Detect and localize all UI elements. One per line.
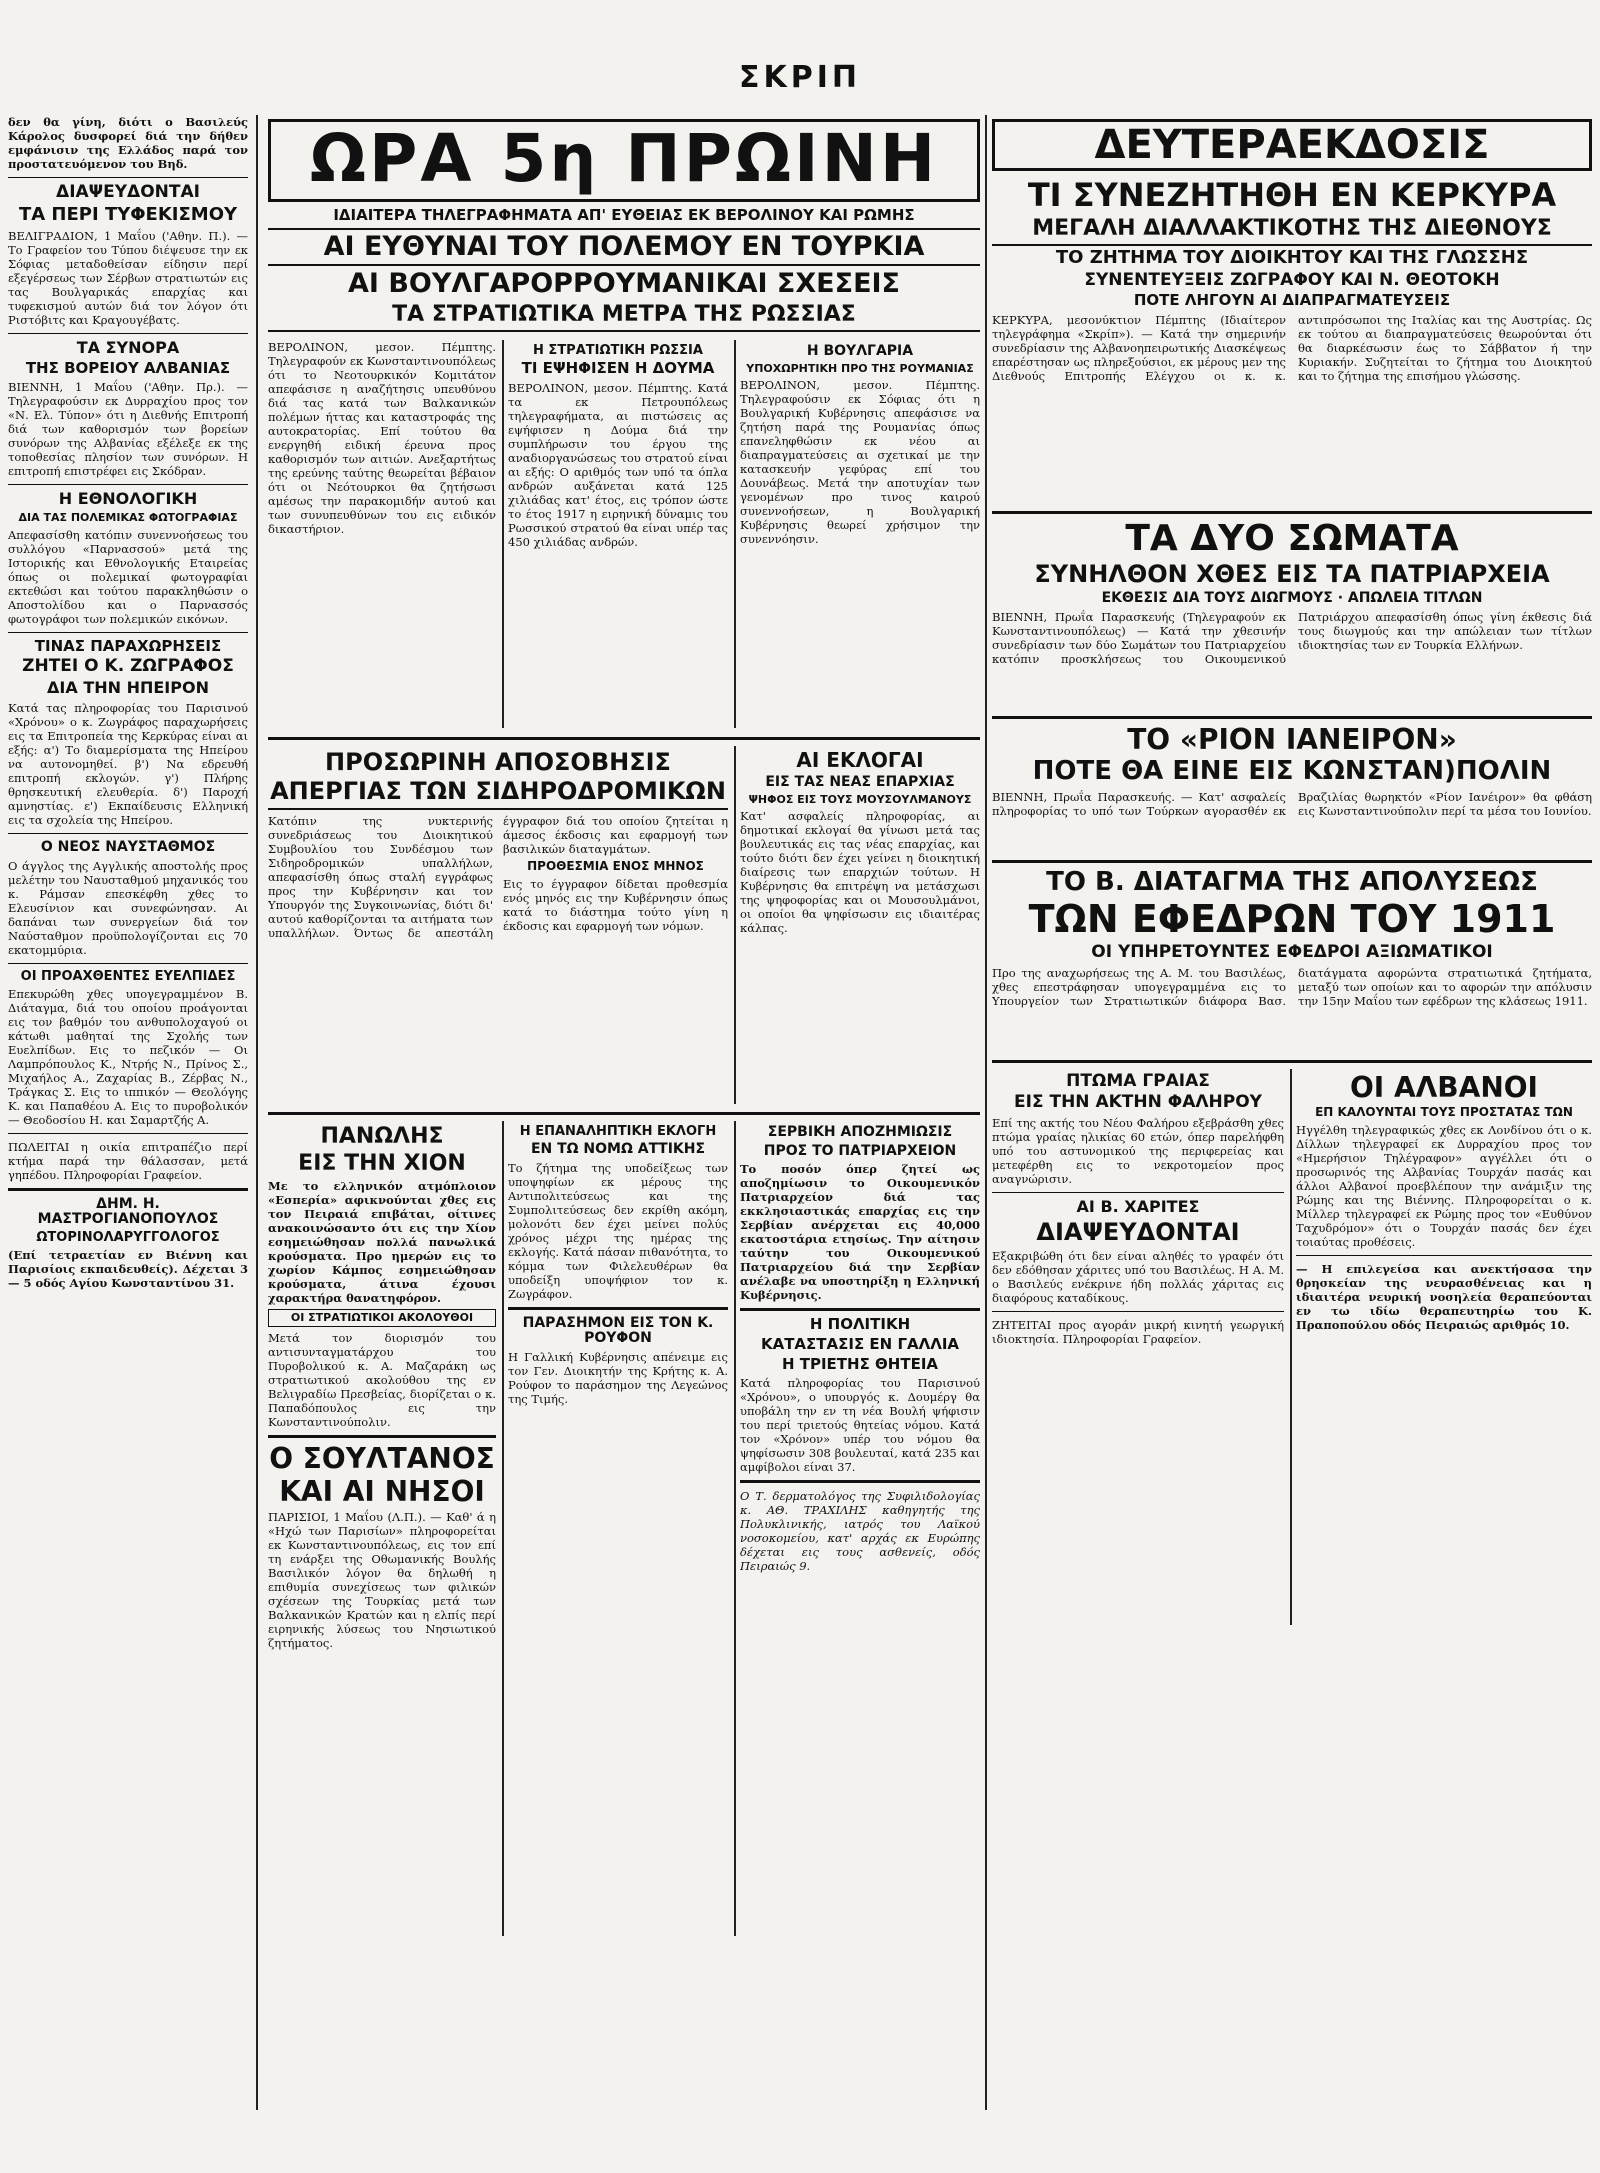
article-text: Μετά τον διορισμόν του αντισυνταγματάρχου του Πυροβολικού κ. Α. Μαζαράκη ως στρατιωτικού ακολούθου της εν Βελιγραδίω Πρεσβείας, διορίζεται ο κ. Παπαδόπουλος εις την Κωνσταντινούπολιν. [268, 1330, 496, 1429]
article-title: ΜΕΓΑΛΗ ΔΙΑΛΛΑΚΤΙΚΟΤΗΣ ΤΗΣ ΔΙΕΘΝΟΥΣ [1032, 215, 1552, 241]
article-title: ΚΑΙ ΑΙ ΝΗΣΟΙ [279, 1474, 485, 1508]
article-title: ΣΥΝΗΛΘΟΝ ΧΘΕΣ ΕΙΣ ΤΑ ΠΑΤΡΙΑΡΧΕΙΑ [1034, 559, 1550, 588]
article-text: Ηγγέλθη τηλεγραφικώς χθες εκ Λονδίνου ότι ο κ. Δίλλων τηλεγραφεί εκ Δυρραχίου προς τον «Ημερήσιον Τηλέγραφον» αγγέλλει ότι ο προσωρινός της Αλβανίας Τουρχάν πασάς και άλλοι Αλβανοί προεβλέπουν την ανάμιξιν της Ρώμης και της Βιέννης. Πληροφορείται ο κ. Μίλλερ τηλεγραφεί εκ Ρώμης προς τον «Ευθύνον Ταχυδρόμον» ότι ο Τουρχάν πασάς δεν έχει τοιαύτας προθέσεις. [1296, 1122, 1592, 1249]
main-headline: ΩΡΑ 5η ΠΡΩΙΝΗ [268, 119, 980, 202]
section-right-bottom [992, 1069, 1592, 1629]
article-title: ΔΙΑΨΕΥΔΟΝΤΑΙ [56, 182, 200, 202]
divider [8, 177, 248, 178]
article-title: Η ΤΡΙΕΤΗΣ ΘΗΤΕΙΑ [781, 1354, 939, 1373]
article-text: Με το ελληνικόν ατμόπλοιον «Εσπερία» αφικνούνται χθες εις τον Πειραιά επιβάται, οίτινες ανακοινώσαντο ότι εις την Χίον εσημειώθησαν πολλά πανωλικά κρούσματα. Προ ημερών εις το χωρίον Κάμπος εσημειώθησαν κρούσματα, άτινα έχουσι χαρακτήρα θανατηφόρον. [268, 1179, 496, 1306]
article-text: Το ζήτημα της υποδείξεως των υποψηφίων εκ μέρους της Αντιπολιτεύσεως και της Συμπολιτεύσεως δεν εκρίθη ακόμη, μολονότι δεν έχει μείνει πολύς χρόνος μέχρι της ημέρας της εκλογής. Κατά πάσαν πιθανότητα, το κόμμα των Φιλελευθέρων θα υποδείξη υποψήφιον τον κ. Ζωγράφον. [508, 1161, 728, 1302]
article-title: ΤΩΝ ΕΦΕΔΡΩΝ ΤΟΥ 1911 [1028, 896, 1556, 941]
divider [502, 340, 504, 728]
article-text: Κατόπιν της νυκτερινής συνεδριάσεως του Διοικητικού Συμβουλίου του Συνδέσμου των Σιδηροδρομικών υπαλλήλων, απεφασίσθη όπως σταλή εγγράφως προς την Κυβέρνησιν και τον Υπουργόν της Συγκοινωνίας, διότι δι' αυτού καθορίζονται τα αιτήματα των υπαλλήλων. Όντως δε απεστάλη έγγραφον διά του οποίου ζητείται η άμεσος έκδοσις και εφαρμογή των βασιλικών διαταγμάτων. [268, 814, 728, 941]
article-text: ΒΙΕΝΝΗ, Πρωΐα Παρασκευής. — Κατ' ασφαλείς πληροφορίας το υπό των Τούρκων αγορασθέν εκ Βραζιλίας θωρηκτόν «Ρίον Ιανέιρον» θα φθάση εις Κωνσταντινούπολιν περί τα μέσα του Ιουνίου. [992, 789, 1592, 818]
left-column [8, 115, 248, 2110]
article-title: ΤΟ «ΡΙΟΝ ΙΑΝΕΙΡΟΝ» [1127, 722, 1457, 756]
article-column [1296, 1069, 1592, 1625]
article-title: ΠΤΩΜΑ ΓΡΑΙΑΣ [1066, 1070, 1210, 1091]
article-title: ΤΑ ΣΥΝΟΡΑ [76, 337, 180, 357]
section-top-articles [268, 336, 980, 731]
article-title: ΑΙ Β. ΧΑΡΙΤΕΣ [1076, 1197, 1200, 1217]
article-title: ΕΙΣ ΤΗΝ ΧΙΟΝ [298, 1150, 466, 1176]
divider [502, 1121, 504, 1936]
second-edition-banner: ΔΕΥΤΕΡΑΕΚΔΟΣΙΣ [992, 119, 1592, 171]
article [268, 340, 496, 730]
article-title: ΠΡΟΣΩΡΙΝΗ ΑΠΟΣΟΒΗΣΙΣ [325, 747, 671, 776]
divider [8, 833, 248, 834]
divider [740, 1480, 980, 1483]
article-text: ΒΕΛΙΓΡΑΔΙΟΝ, 1 Μαΐου ('Αθην. Π.). — Το Γραφείον του Τύπου διέψευσε την εκ Σόφιας μεταδοθείσαν είδησιν περί εξεγέρσεως των Σέρβων στρατιωτών εις τας Βουλγαρικάς επαρχίας και τυφεκισμού αυτών διά τον λόγον ότι Ριστόβιτς και Κραγουγέβατς. [8, 228, 248, 327]
divider [268, 1112, 980, 1115]
article-title: ΟΙ ΑΛΒΑΝΟΙ [1350, 1070, 1538, 1104]
article-title: Η ΒΟΥΛΓΑΡΙΑ [806, 342, 914, 359]
headline-sub: ΙΔΙΑΙΤΕΡΑ ΤΗΛΕΓΡΑΦΗΜΑΤΑ ΑΠ' ΕΥΘΕΙΑΣ ΕΚ ΒΕΡΟΛΙΝΟΥ ΚΑΙ ΡΩΜΗΣ [333, 206, 915, 225]
article-title: ΔΙΑ ΤΗΝ ΗΠΕΙΡΟΝ [47, 678, 209, 698]
article-column [268, 1121, 496, 1936]
divider [8, 1188, 248, 1191]
divider [992, 511, 1592, 514]
divider [734, 1121, 736, 1936]
intro-text: δεν θα γίνη, διότι ο Βασιλεύς Κάρολος δυσφορεί διά την δήθεν εμφάνισιν της Ελλάδος παρά τον προστατευόμενον του Βηδ. [8, 115, 248, 171]
article-title: ΑΠΕΡΓΙΑΣ ΤΩΝ ΣΙΔΗΡΟΔΡΟΜΙΚΩΝ [268, 779, 728, 810]
article-text: Κατά τας πληροφορίας του Παρισινού «Χρόνου» ο κ. Ζωγράφος παραχωρήσεις εις τα Επιτροπεία της Κερκύρας είναι αι εξής: α') Το διαμερίσματα της Ηπείρου να αυτονομηθεί. β') Να εδρευθή επιτροπή εκλογών. γ') Πλήρης θρησκευτική ελευθερία. δ') Παροχή αμνηστίας. ε') Εκπαίδευσις Ελληνική εις τα σχολεία της Ηπείρου. [8, 701, 248, 828]
middle-column [268, 115, 980, 2110]
divider [992, 716, 1592, 719]
article-title: ΠΡΟΣ ΤΟ ΠΑΤΡΙΑΡΧΕΙΟΝ [763, 1142, 957, 1159]
classified-text: ΖΗΤΕΙΤΑΙ προς αγοράν μικρή κινητή γεωργική ιδιοκτησία. Πληροφορίαι Γραφείον. [992, 1318, 1284, 1347]
article-text: ΒΙΕΝΝΗ, Πρωΐα Παρασκευής (Τηλεγραφούν εκ Κωνσταντινουπόλεως) — Κατά την χθεσινήν συνεδρίασιν των δύο Σωμάτων του Πατριαρχείου κατόπιν προσκλήσεως του Οικουμενικού Πατριάρχου απεφασίσθη όπως γίνη έκθεσις διά τους διωγμούς και την απώλειαν των τίτλων ιδιοκτησίας των εν Τουρκία Ελλήνων. [992, 609, 1592, 666]
article-text: — Η επιλεγείσα και ανεκτήσασα την θρησκείαν της νευρασθένειας και η ιδιαιτέρα νευρική νοσηλεία θεραπεύονται εν τω ιδίω θεραπευτηρίω του Κ. Πραποπούλου οδός Πειραιώς αριθμός 10. [1296, 1261, 1592, 1332]
divider [268, 1435, 496, 1438]
headline-sub: ΑΙ ΕΥΘΥΝΑΙ ΤΟΥ ΠΟΛΕΜΟΥ ΕΝ ΤΟΥΡΚΙΑ [268, 228, 980, 266]
divider [8, 632, 248, 633]
article-title: ΥΠΟΧΩΡΗΤΙΚΗ ΠΡΟ ΤΗΣ ΡΟΥΜΑΝΙΑΣ [746, 361, 974, 375]
article-column [992, 1069, 1284, 1625]
article-title: ΕΙΣ ΤΑΣ ΝΕΑΣ ΕΠΑΡΧΙΑΣ [765, 773, 955, 790]
article-text: ΠΑΡΙΣΙΟΙ, 1 Μαΐου (Λ.Π.). — Καθ' ά η «Ηχώ των Παρισίων» πληροφορείται εκ Κωνσταντινουπόλεως, εις τον επί τη ενάρξει της Οθωμανικής Βουλής Βασιλικόν λόγον θα δηλωθή η επιθυμία συνεχίσεως των φιλικών σχέσεων της Τουρκίας μετά των Βαλκανικών Κρατών και η ελπίς περί ειρηνικής λύσεως του Νησιωτικού ζητήματος. [268, 1510, 496, 1651]
ad-title: ΔΗΜ. Η. ΜΑΣΤΡΟΓΙΑΝΟΠΟΥΛΟΣ [37, 1196, 219, 1228]
article-text: ΒΕΡΟΛΙΝΟΝ, μεσον. Πέμπτης. Κατά τα εκ Πετρουπόλεως τηλεγραφήματα, αι πιστώσεις ας εψήφισεν η Δούμα διά την συμπλήρωσιν του έργου της αναδιοργανώσεως του στρατού είναι αι εξής: Ο αριθμός των υπό τα όπλα ανδρών αυξάνεται κατά 125 χιλιάδας κατ' έτος, εις τρόπον ώστε το έτος 1917 η ειρηνική δύναμις του Ρωσσικού στρατού θα είναι υπέρ τας 450 χιλιάδας ανδρών. [508, 381, 728, 550]
article-text: Εις το έγγραφον δίδεται προθεσμία ενός μηνός εις την Κυβέρνησιν όπως κατά το διάστημα τούτο γίνη η έκδοσις και εφαρμογή των νόμων. [503, 876, 728, 933]
article-title: ΣΕΡΒΙΚΗ ΑΠΟΖΗΜΙΩΣΙΣ [767, 1123, 953, 1140]
divider [508, 1307, 728, 1310]
right-column [992, 115, 1592, 2110]
article-column [508, 1121, 728, 1936]
divider [992, 1060, 1592, 1063]
divider [8, 963, 248, 964]
article-title: Η ΕΘΝΟΛΟΓΙΚΗ [58, 489, 198, 509]
article-title: ΠΟΤΕ ΛΗΓΟΥΝ ΑΙ ΔΙΑΠΡΑΓΜΑΤΕΥΣΕΙΣ [1133, 291, 1451, 310]
article [740, 746, 980, 1104]
article-text: ΒΕΡΟΛΙΝΟΝ, μεσον. Πέμπτης. Τηλεγραφούν εκ Κωνσταντινουπόλεως ότι το Νεοτουρκικόν Κομιτάτον απεφάσισε η αναζήτησις υπευθύνου διά τας κατά των Βαλκανικών πολέμων ήττας και καταστροφάς της αυτοκρατορίας. Επί τούτου θα ενεργηθή ειδική έρευνα προς καθορισμόν των αιτιών. Ανεξαρτήτως της ερεύνης ταύτης θεωρείται βέβαιον ότι οι Νεότουρκοι θα ζητήσωσι αμέσως την παρακομιδήν αυτού και των συνυπευθύνων του εις ειδικόν δικαστήριον. [268, 339, 496, 536]
article-title: ΠΑΝΩΛΗΣ [320, 1123, 444, 1149]
article-title: ΕΝ ΤΩ ΝΟΜΩ ΑΤΤΙΚΗΣ [530, 1141, 706, 1158]
article-title: Η ΣΤΡΑΤΙΩΤΙΚΗ ΡΩΣΣΙΑ [533, 342, 703, 358]
article-title: ΠΟΤΕ ΘΑ ΕΙΝΕ ΕΙΣ ΚΩΝΣΤΑΝ)ΠΟΛΙΝ [1032, 756, 1552, 787]
article-title: ΔΙΑΨΕΥΔΟΝΤΑΙ [1036, 1218, 1240, 1247]
column-divider [985, 115, 987, 2110]
article-text: Κατά πληροφορίας του Παρισινού «Χρόνου», ο υπουργός κ. Δουμέργ θα υποβάλη την εν τη νέα Βουλή ψήφισιν του περί τριετούς θητείας νόμου. Κατά τον «Χρόνον» υπέρ του νόμου θα ψηφίσωσιν 308 βουλευταί, κατά 235 και αμφίβολοι είναι 37. [740, 1376, 980, 1475]
article [508, 340, 728, 730]
article-text: Επί της ακτής του Νέου Φαλήρου εξεβράσθη χθες πτώμα γραίας ηλικίας 60 ετών, όπερ παρελήφθη υπό του αστυνομικού της περιφερείας και μετεφέρθη εις το νεκροτομείον προς αναγνώρισιν. [992, 1116, 1284, 1187]
article-text: ΚΕΡΚΥΡΑ, μεσονύκτιον Πέμπτης (Ιδιαίτερον τηλεγράφημα «Σκρίπ»). — Κατά την σημερινήν συνεδρίασιν της Αλβανοηπειρωτικής Διασκέψεως επαρέστησαν ως πληρεξούσιοι, εκ μέρους μεν της Διεθνούς Επιτροπής Ελέγχου οι κ. κ. αντιπρόσωποι της Ιταλίας και της Αυστρίας. Ως εκ τούτου αι διαπραγματεύσεις θεωρούνται ότι θα διαρκέσωσιν έως το Σάββατον ή την Κυριακήν. Συζητείται το ζήτημα του Διοικητού και το ζήτημα της επισήμου γλώσσης. [992, 313, 1592, 384]
article-text: Απεφασίσθη κατόπιν συνεννοήσεως του συλλόγου «Παρνασσού» μετά της Ιστορικής και Εθνολογικής Εταιρείας όπως οι πολεμικαί φωτογραφίαι εκτεθώσι και τούτου παρακληθώσιν ο Αποστολίδου και ο Παρνασσός φωτογράφοι των πολεμικών εικόνων. [8, 527, 248, 626]
article-title: ΤΟ Β. ΔΙΑΤΑΓΜΑ ΤΗΣ ΑΠΟΛΥΣΕΩΣ [1046, 866, 1538, 897]
headline-sub: ΤΑ ΣΤΡΑΤΙΩΤΙΚΑ ΜΕΤΡΑ ΤΗΣ ΡΩΣΣΙΑΣ [268, 303, 980, 332]
headline-sub: ΑΙ ΒΟΥΛΓΑΡΟΡΡΟΥΜΑΝΙΚΑΙ ΣΧΕΣΕΙΣ [348, 268, 900, 300]
article-title: ΤΑ ΠΕΡΙ ΤΥΦΕΚΙΣΜΟΥ [18, 203, 238, 225]
article-title: Ο ΝΕΟΣ ΝΑΥΣΤΑΘΜΟΣ [40, 839, 216, 856]
article-title: ΤΙ ΣΥΝΕΖΗΤΗΘΗ ΕΝ ΚΕΡΚΥΡΑ [1027, 176, 1557, 214]
article-title: Ο ΣΟΥΛΤΑΝΟΣ [269, 1441, 495, 1475]
article-title: ΤΙ ΕΨΗΦΙΣΕΝ Η ΔΟΥΜΑ [521, 359, 715, 378]
article-title: ΑΙ ΕΚΛΟΓΑΙ [796, 747, 924, 772]
article-text: Εξακριβώθη ότι δεν είναι αληθές το γραφέν ότι δεν εδόθησαν χάριτες υπό του Βασιλέως. Η Α. Μ. ο Βασιλεύς ενέκρινε ήδη πολλάς χάριτας εις διαφόρους καταδίκους. [992, 1249, 1284, 1306]
article-text: Ο Τ. δερματολόγος της Συφιλιδολογίας κ. ΑΘ. ΤΡΑΧΙΛΗΣ καθηγητής της Πολυκλινικής, ιατρός του Λαϊκού νοσοκομείου, κατ' αρχάς εκ Ευρώπης δέχεται εις τους ασθενείς, οδός Πειραιώς 9. [740, 1489, 980, 1574]
divider [992, 1311, 1284, 1312]
article-title: ΤΙΝΑΣ ΠΑΡΑΧΩΡΗΣΕΙΣ [34, 636, 222, 655]
section-bottom-articles [268, 1121, 980, 1941]
article [268, 746, 728, 1104]
divider [268, 737, 980, 740]
column-divider [256, 115, 258, 2110]
article-subtitle: ΟΙ ΣΤΡΑΤΙΩΤΙΚΟΙ ΑΚΟΛΟΥΘΟΙ [268, 1309, 496, 1327]
divider [740, 1308, 980, 1311]
article-text: Επεκυρώθη χθες υπογεγραμμένον Β. Διάταγμα, διά του οποίου προάγονται εις τον βαθμόν του ανθυπολοχαγού οι κάτωθι μαθηταί της Σχολής των Ευελπίδων. Εις το πεζικόν — Οι Λαμπρόπουλος Κ., Ντρής Ν., Πρίνος Σ., Μιχαήλος Α., Ζαχαρίας Β., Ζέρβας Ν., Τράγκας Σ. Εις το ιππικόν — Θεολόγης Κ. και Παπαθέου Α. Εις το πυροβολικόν — Θεοδοσίου Η. και Σαμαρτζής Α. [8, 987, 248, 1128]
ad-text: (Επί τετραετίαν εν Βιέννη και Παρισίοις εκπαιδευθείς). Δέχεται 3 — 5 οδός Αγίου Κωνσταντίνου 31. [8, 1248, 248, 1291]
divider [992, 1192, 1284, 1193]
article-title: ΤΑ ΔΥΟ ΣΩΜΑΤΑ [1125, 518, 1459, 560]
divider [992, 860, 1592, 863]
article-text: Ο άγγλος της Αγγλικής αποστολής προς μελέτην του Ναυσταθμού μηχανικός του κ. Ράμσαν επεσκέφθη χθες το Ελευσίνιον και συνεφώνησαν. Αι δαπάναι των συνεργείων διά τον Ναύσταθμον προϋπολογίζονται εις 70 εκατομμύρια. [8, 858, 248, 957]
article [740, 340, 980, 730]
article-title: ΕΠ ΚΑΛΟΥΝΤΑΙ ΤΟΥΣ ΠΡΟΣΤΑΤΑΣ ΤΩΝ [1315, 1104, 1573, 1119]
article-title: ΣΥΝΕΝΤΕΥΞΕΙΣ ΖΩΓΡΑΦΟΥ ΚΑΙ Ν. ΘΕΟΤΟΚΗ [1084, 269, 1500, 290]
masthead: ΣΚΡΙΠ [739, 60, 861, 95]
classified-text: ΠΩΛΕΙΤΑΙ η οικία επιτραπέζιο περί κτήμα παρά την θάλασσαν, μετά γηπέδου. Πληροφορίαι Γραφείον. [8, 1140, 248, 1183]
article-title: ΕΙΣ ΤΗΝ ΑΚΤΗΝ ΦΑΛΗΡΟΥ [1014, 1092, 1262, 1113]
article-title: ΕΚΘΕΣΙΣ ΔΙΑ ΤΟΥΣ ΔΙΩΓΜΟΥΣ · ΑΠΩΛΕΙΑ ΤΙΤΛΩΝ [1101, 590, 1483, 607]
divider [8, 484, 248, 485]
article-title: ΨΗΦΟΣ ΕΙΣ ΤΟΥΣ ΜΟΥΣΟΥΛΜΑΝΟΥΣ [748, 792, 972, 806]
article-text: Προ της αναχωρήσεως της Α. Μ. του Βασιλέως, χθες επεστράφησαν υπογεγραμμένα εις το Υπουργείον των Στρατιωτικών διάφορα Βασ. διατάγματα αφορώντα στρατιωτικά ζητήματα, μεταξύ των οποίων και το αφορών την απόλυσιν την 15ην Μαΐου των εφέδρων της κλάσεως 1911. [992, 965, 1592, 1008]
article-text: ΒΕΡΟΛΙΝΟΝ, μεσον. Πέμπτης. Τηλεγραφούσιν εκ Σόφιας ότι η Βουλγαρική Κυβέρνησις απεφάσισε να ζητήση παρά της Ρουμανίας όπως επανεληφθώσιν εκ νέου αι διαπραγματεύσεις αι σχετικαί με την κατασκευήν γεφύρας επί του Δουνάβεως. Μετά την αποτυχίαν των γενομένων προ τινος καιρού συνεννοήσεων, η Βουλγαρική Κυβέρνησις θεωρεί χρήσιμον την συνεννόησιν. [740, 378, 980, 547]
article-title: ΔΙΑ ΤΑΣ ΠΟΛΕΜΙΚΑΣ ΦΩΤΟΓΡΑΦΙΑΣ [18, 511, 238, 525]
article-title: ΤΟ ΖΗΤΗΜΑ ΤΟΥ ΔΙΟΙΚΗΤΟΥ ΚΑΙ ΤΗΣ ΓΛΩΣΣΗΣ [992, 244, 1592, 268]
section-mid-articles [268, 746, 980, 1106]
article-title: Η ΠΟΛΙΤΙΚΗ [809, 1315, 911, 1334]
article-title: ΚΑΤΑΣΤΑΣΙΣ ΕΝ ΓΑΛΛΙΑ [760, 1334, 960, 1353]
article-text: Η Γαλλική Κυβέρνησις απένειμε εις τον Γεν. Διοικητήν της Κρήτης κ. Α. Ρούφον το παράσημον της Λεγεώνος της Τιμής. [508, 1349, 728, 1406]
article-subtitle: ΠΡΟΘΕΣΜΙΑ ΕΝΟΣ ΜΗΝΟΣ [527, 859, 704, 874]
divider [8, 1133, 248, 1134]
ad-title: ΩΤΟΡΙΝΟΛΑΡΥΓΓΟΛΟΓΟΣ [36, 1229, 220, 1245]
divider [1290, 1069, 1292, 1625]
divider [734, 746, 736, 1104]
article-title: ΠΑΡΑΣΗΜΟΝ ΕΙΣ ΤΟΝ Κ. ΡΟΥΦΟΝ [522, 1315, 714, 1346]
article-text: Κατ' ασφαλείς πληροφορίας, αι δημοτικαί εκλογαί θα γίνωσι μετά τας βουλευτικάς εις τας νέας επαρχίας, και τούτο διότι δεν έχει γείνει η διοικητική διαίρεσις των επαρχιών τούτων. Η Κυβέρνησις θα επιτρέψη να μετάσχωσι της ψηφοφορίας και οι Μουσουλμάνοι, οι οποίοι θα ψηφίσωσιν εις ιδιαιτέρας κάλπας. [740, 809, 980, 936]
article-title: ΖΗΤΕΙ Ο Κ. ΖΩΓΡΑΦΟΣ [22, 656, 234, 677]
article-title: ΟΙ ΠΡΟΑΧΘΕΝΤΕΣ ΕΥΕΛΠΙΔΕΣ [20, 968, 236, 984]
article-title: ΤΗΣ ΒΟΡΕΙΟΥ ΑΛΒΑΝΙΑΣ [25, 358, 231, 377]
divider [8, 333, 248, 334]
divider [734, 340, 736, 728]
article-column [740, 1121, 980, 1936]
divider [1296, 1255, 1592, 1256]
article-title: ΟΙ ΥΠΗΡΕΤΟΥΝΤΕΣ ΕΦΕΔΡΟΙ ΑΞΙΩΜΑΤΙΚΟΙ [1091, 941, 1493, 962]
article-title: Η ΕΠΑΝΑΛΗΠΤΙΚΗ ΕΚΛΟΓΗ [519, 1123, 717, 1139]
article-text: ΒΙΕΝΝΗ, 1 Μαΐου ('Αθην. Πρ.). — Τηλεγραφούσιν εκ Δυρραχίου προς τον «Ν. Ελ. Τύπον» ότι η Διεθνής Επιτροπή διά των καθορισμόν των βορείων συνόρων της Αλβανίας εξέλεξε εκ της τοποθεσίας πλησίον των συνόρων. Η επιτροπή επιστρέφει εις Σκόδραν. [8, 380, 248, 479]
article-text: Το ποσόν όπερ ζητεί ως αποζημίωσιν το Οικουμενικόν Πατριαρχείον διά τας εκκλησιαστικάς επαρχίας εις την Σερβίαν ανέρχεται εις 40,000 εκατοστάρια ετησίως. Την αίτησιν ταύτην του Οικουμενικού Πατριαρχείου διά την Σερβίαν ανέλαβε να υποστηρίξη η Ελληνική Κυβέρνησις. [740, 1162, 980, 1303]
